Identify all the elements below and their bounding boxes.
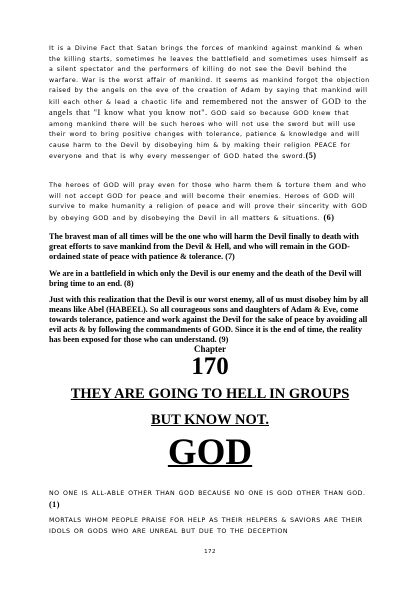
paragraph-2-reference: (6) xyxy=(323,212,335,222)
paragraph-1-serif-text: and remembered not the answer of GOD to the angels that "I know what you know not". xyxy=(49,96,367,117)
footer-paragraph-1-text: NO ONE IS ALL-ABLE OTHER THAN GOD BECAUSE NO ONE IS GOD OTHER THAN GOD. xyxy=(49,490,366,497)
paragraph-3: The bravest man of all times will be the one who will harm the Devil finally to death with great efforts to save mankind from the Devil & Hell, and who will remain in the GOD-ordained state of peace with patience & tolerance. (7) xyxy=(49,232,359,261)
paragraph-2 xyxy=(49,181,371,224)
paragraph-2-text: The heroes of GOD will pray even for those who harm them & torture them and who will not accept GOD for peace and will become their enemies. Heroes of GOD will survive to make humanity a religion of peace and will prove their sincerity with GOD by obeying GOD and by disobeying the Devil in all matters & situations. xyxy=(49,182,368,222)
chapter-number: 170 xyxy=(191,353,229,380)
paragraph-4: We are in a battlefield in which only the Devil is our enemy and the death of the Devil will bring time to an end. (8) xyxy=(49,269,362,288)
chapter-title-line-2: BUT KNOW NOT. xyxy=(150,412,270,428)
paragraph-1-thin-text: It is a Divine Fact that Satan brings the forces of mankind against mankind & when the killing starts, sometimes he leaves the battlefield and sometimes uses himself as a silent spectator and the performers of killing do not see the Devil behind the warfare. War is the worst affair of mankind. It seems as mankind forgot the objection raised by the angels on the eve of the creation of Adam by saying that mankind will kill each other & lead a chaotic life xyxy=(49,45,370,106)
section-heading-god: GOD xyxy=(167,432,253,473)
paragraph-1-reference: (5) xyxy=(305,151,317,160)
chapter-label: Chapter xyxy=(194,344,226,354)
footer-paragraph-2: MORTALS WHOM PEOPLE PRAISE FOR HELP AS THEIR HELPERS & SAVIORS ARE THEIR IDOLS OR GODS WHO ARE UNREAL BUT DUE TO THE DECEPTION xyxy=(49,517,363,535)
page-number: 172 xyxy=(204,549,216,555)
footer-paragraph-1-reference: (1) xyxy=(49,499,60,509)
footer-paragraph-1 xyxy=(49,489,371,511)
paragraph-5: Just with this realization that the Devil is our worst enemy, all of us must disobey him by all means like Abel (HABEEL). So all courageous sons and daughters of Adam & Eve, come towards tolerance, patience and work against the Devil for the sake of peace by avoiding all evil acts & by following the commandments of GOD. Since it is the end of time, the reality has been exposed for those who can understand. (9) xyxy=(49,295,369,344)
paragraph-1-rest-text: GOD said so because GOD knew that among mankind there will be such heroes who will not use the sword but will use their word to bring positive changes with tolerance, patience & knowledge and will cause harm to the Devil by disobeying him & by making their religion PEACE for everyone and that is why every messenger of GOD hated the sword. xyxy=(49,110,360,160)
paragraph-1 xyxy=(49,44,371,163)
chapter-title-line-1: THEY ARE GOING TO HELL IN GROUPS xyxy=(70,386,350,402)
